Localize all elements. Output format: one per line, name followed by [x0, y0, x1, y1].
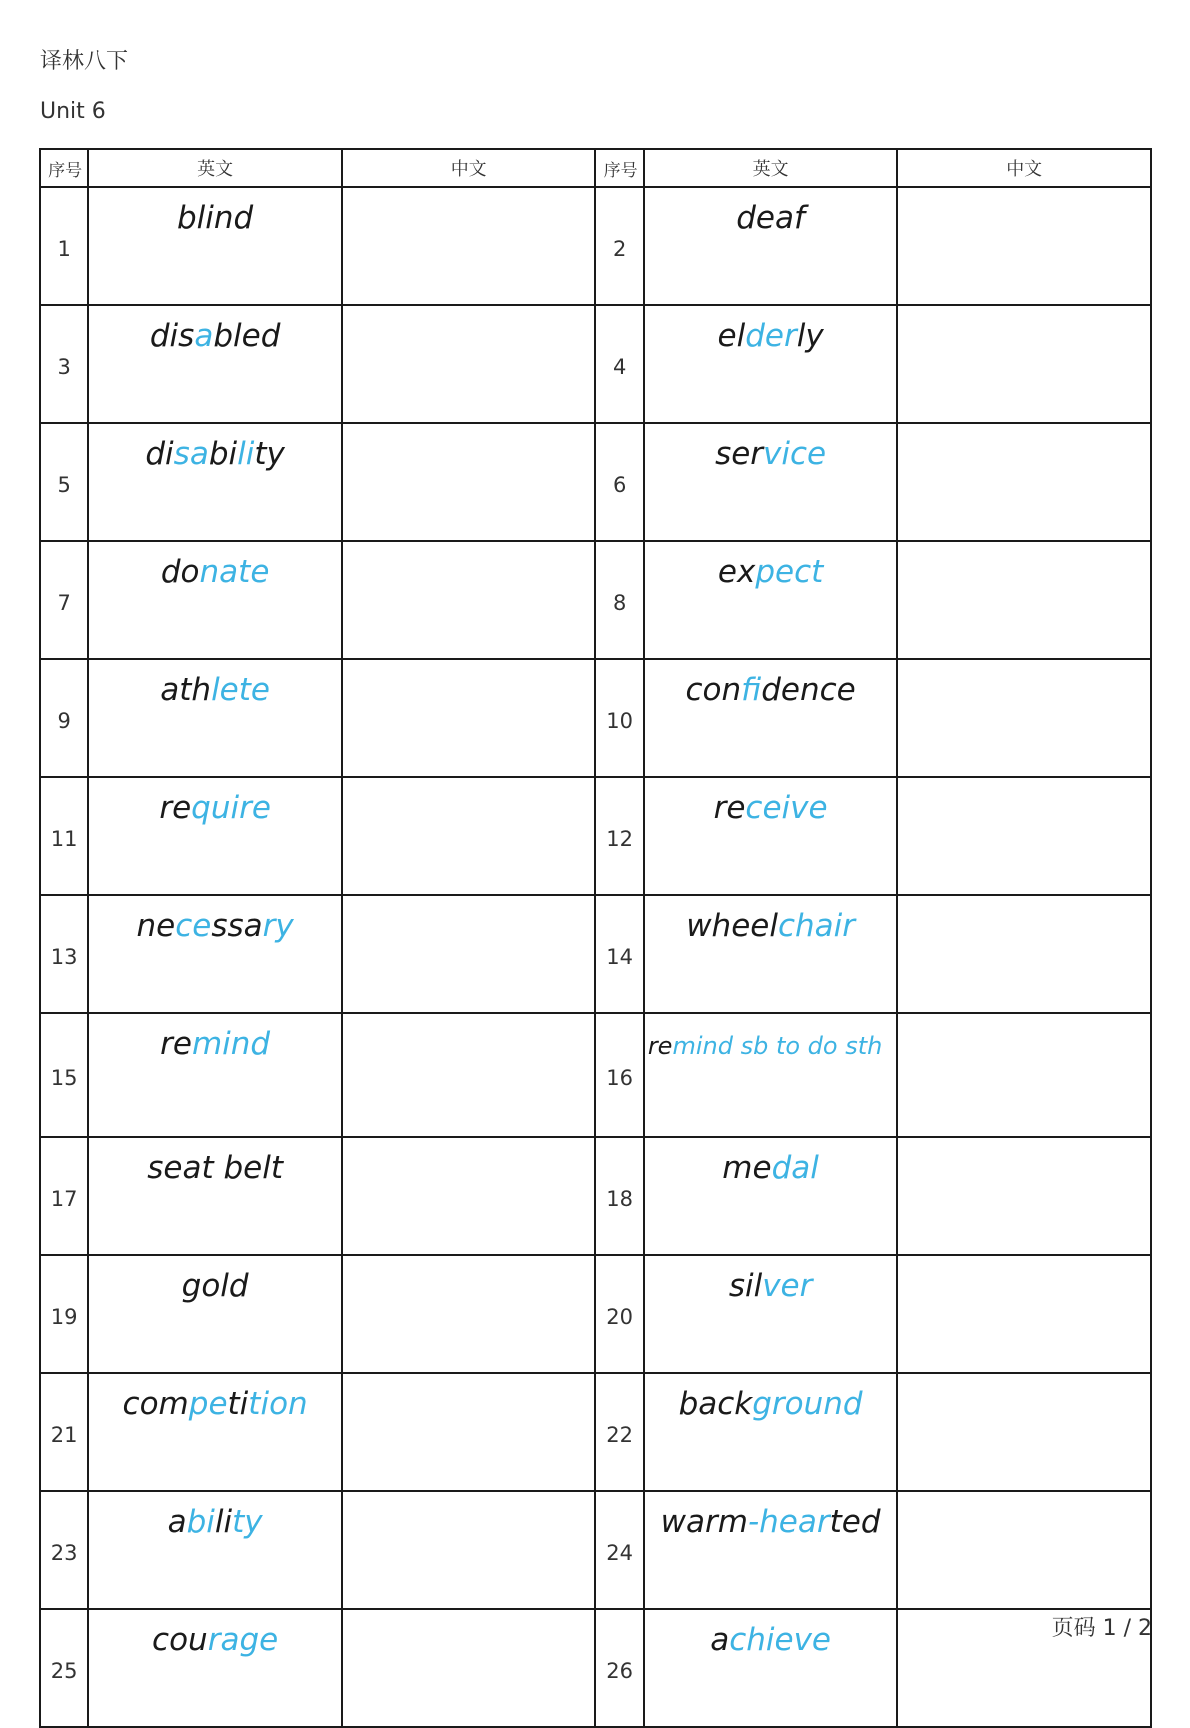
- word-segment: dence: [761, 672, 856, 708]
- chinese-answer-cell[interactable]: [897, 777, 1151, 895]
- word-number: 8: [612, 591, 627, 615]
- word-segment-highlighted: quire: [191, 790, 271, 826]
- word-number: 16: [606, 1066, 633, 1090]
- english-word-cell: [88, 895, 342, 1013]
- word-number-cell: [40, 305, 88, 423]
- word-number-cell: [40, 895, 88, 1013]
- table-header-row: [40, 149, 1151, 187]
- word-number-cell: [40, 1013, 88, 1137]
- english-word-cell: [88, 305, 342, 423]
- word-number: 6: [612, 473, 627, 497]
- chinese-answer-cell[interactable]: [897, 423, 1151, 541]
- english-word-cell: [644, 659, 898, 777]
- table-row: [40, 305, 1151, 423]
- word-number-cell: [595, 895, 643, 1013]
- word-number-cell: [40, 1255, 88, 1373]
- word-number: 2: [612, 237, 627, 261]
- word-number-cell: [40, 777, 88, 895]
- chinese-answer-cell[interactable]: [342, 1609, 596, 1727]
- word-number-cell: [595, 541, 643, 659]
- word-segment: el: [717, 318, 746, 354]
- word-number: 17: [50, 1187, 78, 1211]
- english-word-cell: [88, 659, 342, 777]
- chinese-answer-cell[interactable]: [342, 305, 596, 423]
- word-segment: blind: [177, 200, 254, 236]
- word-segment-highlighted: pe: [188, 1386, 228, 1422]
- english-word-cell: [88, 777, 342, 895]
- word-number-cell: [595, 777, 643, 895]
- word-number-cell: [40, 541, 88, 659]
- chinese-answer-cell[interactable]: [342, 187, 596, 305]
- word-number: 11: [50, 827, 78, 851]
- word-number: 9: [57, 709, 71, 733]
- word-number-cell: [595, 1137, 643, 1255]
- word-segment-highlighted: nate: [199, 554, 270, 590]
- word-number: 24: [606, 1541, 633, 1565]
- word-segment-highlighted: bi: [186, 1504, 215, 1540]
- table-row: [40, 1609, 1151, 1727]
- word-segment: ser: [715, 436, 764, 472]
- chinese-answer-cell[interactable]: [897, 1137, 1151, 1255]
- word-segment: ex: [717, 554, 756, 590]
- word-segment: ssa: [211, 908, 263, 944]
- word-number-cell: [595, 1255, 643, 1373]
- word-segment: re: [713, 790, 746, 826]
- word-number: 4: [612, 355, 627, 379]
- word-segment: ti: [227, 1386, 249, 1422]
- word-segment-highlighted: ty: [232, 1504, 263, 1540]
- word-segment-highlighted: -hear: [747, 1504, 830, 1540]
- table-row: [40, 1491, 1151, 1609]
- word-segment-highlighted: a: [194, 318, 214, 354]
- header-english: 英文: [644, 149, 898, 187]
- table-row: [40, 777, 1151, 895]
- word-number-cell: [595, 1609, 643, 1727]
- chinese-answer-cell[interactable]: [342, 1255, 596, 1373]
- word-number-cell: [40, 1137, 88, 1255]
- word-segment: dis: [149, 318, 195, 354]
- english-word-cell: [644, 895, 898, 1013]
- word-segment-highlighted: ver: [762, 1268, 813, 1304]
- word-number: 10: [606, 709, 633, 733]
- word-segment: bled: [213, 318, 281, 354]
- english-word-cell: [88, 1609, 342, 1727]
- chinese-answer-cell[interactable]: [897, 895, 1151, 1013]
- word-segment-highlighted: dal: [771, 1150, 819, 1186]
- english-word-cell: [644, 777, 898, 895]
- word-number-cell: [40, 1491, 88, 1609]
- chinese-answer-cell[interactable]: [342, 541, 596, 659]
- chinese-answer-cell[interactable]: [897, 659, 1151, 777]
- word-number-cell: [595, 187, 643, 305]
- word-number-cell: [595, 659, 643, 777]
- table-row: [40, 541, 1151, 659]
- word-number: 21: [50, 1423, 78, 1447]
- word-number: 26: [606, 1659, 633, 1683]
- chinese-answer-cell[interactable]: [342, 777, 596, 895]
- english-word-cell: [644, 541, 898, 659]
- word-number: 22: [606, 1423, 633, 1447]
- table-row: [40, 1255, 1151, 1373]
- document-title: 译林八下: [40, 49, 129, 74]
- word-number-cell: [595, 1491, 643, 1609]
- word-segment: seat belt: [147, 1150, 283, 1186]
- header-seq: 序号: [595, 149, 643, 187]
- chinese-answer-cell[interactable]: [342, 1013, 596, 1137]
- english-word-cell: [644, 1609, 898, 1727]
- table-row: [40, 895, 1151, 1013]
- chinese-answer-cell[interactable]: [342, 1491, 596, 1609]
- word-segment: bi: [208, 436, 238, 472]
- word-number-cell: [40, 1373, 88, 1491]
- english-word-cell: [88, 1255, 342, 1373]
- vocabulary-table: [39, 148, 1152, 1728]
- header-chinese: 中文: [342, 149, 596, 187]
- word-segment-highlighted: rage: [207, 1622, 279, 1658]
- word-segment: do: [160, 554, 200, 590]
- word-segment: warm: [660, 1504, 748, 1540]
- word-segment: a: [710, 1622, 730, 1658]
- header-chinese: 中文: [897, 149, 1151, 187]
- word-number-cell: [40, 659, 88, 777]
- table-row: [40, 423, 1151, 541]
- word-segment-highlighted: chieve: [729, 1622, 831, 1658]
- word-number: 18: [606, 1187, 633, 1211]
- chinese-answer-cell[interactable]: [897, 541, 1151, 659]
- word-segment-highlighted: ce: [175, 908, 212, 944]
- word-number: 7: [57, 591, 71, 615]
- word-number-cell: [595, 1373, 643, 1491]
- english-word-cell: [88, 1491, 342, 1609]
- english-word-cell: [88, 1137, 342, 1255]
- chinese-answer-cell[interactable]: [897, 305, 1151, 423]
- word-segment-highlighted: fi: [741, 672, 762, 708]
- chinese-answer-cell[interactable]: [897, 1255, 1151, 1373]
- english-word-cell: [88, 187, 342, 305]
- chinese-answer-cell[interactable]: [897, 1373, 1151, 1491]
- word-number: 14: [606, 945, 633, 969]
- word-segment: sil: [728, 1268, 763, 1304]
- word-segment-highlighted: chair: [777, 908, 855, 944]
- word-number: 5: [57, 473, 71, 497]
- word-segment: di: [145, 436, 174, 472]
- word-number: 20: [606, 1305, 633, 1329]
- english-word-cell: [644, 1137, 898, 1255]
- word-segment-highlighted: ground: [752, 1386, 863, 1422]
- english-word-cell: [644, 305, 898, 423]
- english-word-cell: [88, 541, 342, 659]
- word-segment: re: [647, 1032, 673, 1060]
- english-word-cell: [644, 1491, 898, 1609]
- word-number: 3: [57, 355, 71, 379]
- word-segment-highlighted: lete: [211, 672, 270, 708]
- word-number-cell: [40, 423, 88, 541]
- table-row: [40, 1137, 1151, 1255]
- word-segment: back: [678, 1386, 753, 1422]
- word-segment: ted: [829, 1504, 881, 1540]
- page-number: 页码 1 / 2: [1051, 1616, 1152, 1641]
- english-word-cell: [644, 423, 898, 541]
- vocabulary-body: [40, 187, 1151, 1727]
- word-segment: gold: [181, 1268, 249, 1304]
- english-word-cell: [88, 1373, 342, 1491]
- word-segment-highlighted: tion: [248, 1386, 308, 1422]
- word-number: 15: [50, 1066, 78, 1090]
- table-row: [40, 187, 1151, 305]
- word-segment-highlighted: pect: [755, 554, 824, 590]
- chinese-answer-cell[interactable]: [897, 1491, 1151, 1609]
- word-segment-highlighted: li: [237, 436, 255, 472]
- word-segment: cou: [152, 1622, 208, 1658]
- word-number: 1: [57, 237, 71, 261]
- english-word-cell: [644, 1255, 898, 1373]
- word-number-cell: [40, 1609, 88, 1727]
- word-number-cell: [595, 305, 643, 423]
- word-segment-highlighted: der: [745, 318, 797, 354]
- word-number: 13: [50, 945, 78, 969]
- chinese-answer-cell[interactable]: [342, 895, 596, 1013]
- header-english: 英文: [88, 149, 342, 187]
- english-word-cell: [644, 1013, 898, 1137]
- table-row: [40, 659, 1151, 777]
- chinese-answer-cell[interactable]: [342, 423, 596, 541]
- word-number: 12: [606, 827, 633, 851]
- word-segment-highlighted: ry: [262, 908, 294, 944]
- word-segment-highlighted: sa: [173, 436, 209, 472]
- english-word-cell: [644, 1373, 898, 1491]
- word-segment: com: [122, 1386, 189, 1422]
- word-segment: li: [214, 1504, 233, 1540]
- table-row: [40, 1373, 1151, 1491]
- english-word-cell: [644, 187, 898, 305]
- chinese-answer-cell[interactable]: [342, 1373, 596, 1491]
- english-word-cell: [88, 423, 342, 541]
- word-segment-highlighted: ceive: [745, 790, 828, 826]
- word-number-cell: [40, 187, 88, 305]
- word-segment-highlighted: vice: [763, 436, 827, 472]
- word-segment: me: [722, 1150, 772, 1186]
- header-seq: 序号: [40, 149, 88, 187]
- word-segment-highlighted: mind: [191, 1026, 271, 1062]
- english-word-cell: [88, 1013, 342, 1137]
- word-segment: ath: [160, 672, 212, 708]
- word-segment: ty: [254, 436, 285, 472]
- chinese-answer-cell[interactable]: [342, 659, 596, 777]
- word-segment: con: [685, 672, 742, 708]
- word-segment-highlighted: mind sb to do sth: [672, 1032, 883, 1060]
- word-segment: deaf: [736, 200, 805, 236]
- word-segment: ly: [796, 318, 824, 354]
- table-row: [40, 1013, 1151, 1137]
- word-segment: wheel: [686, 908, 778, 944]
- word-number-cell: [595, 1013, 643, 1137]
- word-segment: re: [159, 790, 192, 826]
- unit-label: Unit 6: [40, 99, 106, 124]
- word-segment: re: [160, 1026, 192, 1062]
- chinese-answer-cell[interactable]: [342, 1137, 596, 1255]
- word-number: 23: [50, 1541, 78, 1565]
- chinese-answer-cell[interactable]: [897, 1013, 1151, 1137]
- word-number: 25: [50, 1659, 78, 1683]
- word-segment: a: [167, 1504, 187, 1540]
- word-number-cell: [595, 423, 643, 541]
- chinese-answer-cell[interactable]: [897, 187, 1151, 305]
- word-segment: ne: [136, 908, 176, 944]
- word-number: 19: [50, 1305, 78, 1329]
